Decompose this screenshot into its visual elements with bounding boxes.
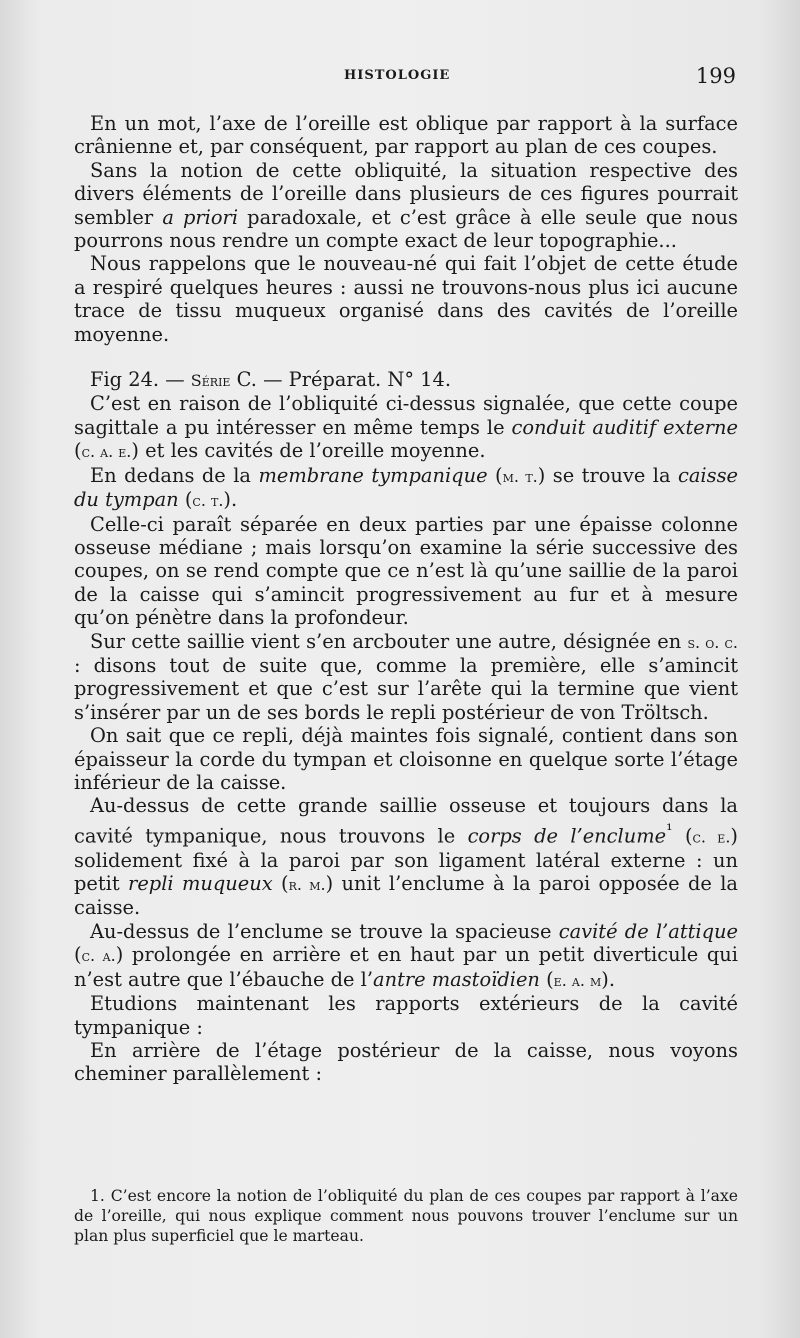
abbreviation: m. t. — [502, 466, 538, 486]
text-run: ). — [601, 967, 615, 991]
text-run: ( — [74, 943, 82, 967]
text-run: Au-dessus de l’enclume se trouve la spacieuse — [90, 919, 559, 943]
text-run: ) se trouve la — [537, 463, 679, 487]
text-run: Sans la notion de cette obliquité, la situation respective des divers éléments de l’oreille dans plusieurs de ces figures pourrait sembler — [74, 158, 738, 229]
footnote: 1. C’est encore la notion de l’obliquité du plan de ces coupes par rapport à l’axe de l’oreille, qui nous explique comment nous pouvons trouver l’enclume sur un plan plus superficiel que le marteau. — [74, 1187, 738, 1245]
italic-term: repli muqueux — [128, 872, 273, 896]
text-run: Au-dessus de cette grande saillie osseuse et toujours dans la cavité tympanique, nous trouvons le — [74, 794, 738, 848]
text-run: ) solidement fixé à la paroi par son ligament latéral externe : un petit — [74, 824, 738, 896]
text-run: C. — Préparat. N° 14. — [230, 368, 452, 392]
paragraph-10 — [74, 794, 738, 920]
text-run: En dedans de la — [90, 463, 259, 487]
text-run: Fig 24. — — [90, 368, 191, 392]
body-text — [74, 112, 738, 1086]
paragraph-6 — [74, 464, 738, 513]
italic-term: membrane tympanique — [258, 463, 488, 487]
paragraph-3: Nous rappelons que le nouveau-né qui fait l’objet de cette étude a respiré quelques heures : aussi ne trouvons-nous plus ici aucune trace de tissu muqueux organisé dans des cavités de l’oreille moyenne. — [74, 252, 738, 346]
text-run: : disons tout de suite que, comme la première, elle s’amincit progressivement et que c’est sur l’arête qui la termine que vient s’insérer par un de ses bords le repli postérieur de von Tröltsch. — [74, 653, 738, 724]
text-run: ( — [487, 463, 503, 487]
abbreviation: r. m. — [288, 875, 326, 895]
abbreviation: c. t. — [192, 491, 224, 511]
text-run: ( — [74, 439, 82, 463]
abbreviation: c. e. — [692, 827, 731, 847]
text-run: ) et les cavités de l’oreille moyenne. — [131, 439, 486, 463]
italic-term: antre mastoïdien — [373, 967, 540, 991]
paragraph-8 — [74, 630, 738, 725]
text-run: ). — [223, 488, 238, 512]
text-run: paradoxale, et c’est grâce à elle seule que nous pourrons nous rendre un compte exact de leur topographie... — [74, 205, 738, 253]
running-head: HISTOLOGIE — [344, 68, 451, 83]
text-run: ) prolongée en arrière et en haut par un petit diverticule qui n’est autre que l’ébauche de l’ — [74, 943, 738, 991]
paragraph-9: On sait que ce repli, déjà maintes fois signalé, contient dans son épaisseur la corde du tympan et cloisonne en quelque sorte l’étage inférieur de la caisse. — [74, 724, 738, 794]
text-run: ( — [178, 488, 193, 512]
abbreviation: c. a. e. — [81, 442, 132, 462]
paragraph-1: En un mot, l’axe de l’oreille est oblique par rapport à la surface crânienne et, par conséquent, par rapport au plan de ces coupes. — [74, 112, 738, 159]
text-run: ( — [539, 967, 554, 991]
paragraph-2 — [74, 159, 738, 253]
italic-term: a priori — [162, 205, 239, 229]
italic-term: corps de l’enclume — [467, 824, 667, 848]
small-caps-term: Série — [190, 371, 231, 391]
italic-term: caisse du tympan — [74, 463, 739, 512]
abbreviation: s. o. c. — [687, 632, 738, 652]
text-run: ) unit l’enclume à la paroi opposée de la caisse. — [74, 872, 738, 920]
italic-term: cavité de l’attique — [558, 919, 738, 943]
abbreviation: e. a. m — [553, 970, 602, 990]
text-run: Sur cette saillie vient s’en arcbouter une autre, désignée en — [90, 629, 688, 653]
paragraph-5 — [74, 392, 738, 463]
paragraph-12: Etudions maintenant les rapports extérieurs de la cavité tympanique : — [74, 992, 738, 1039]
page-number: 199 — [695, 64, 736, 88]
figure-caption-heading — [74, 368, 738, 392]
paragraph-7: Celle-ci paraît séparée en deux parties par une épaisse colonne osseuse médiane ; mais lorsqu’on examine la série successive des coupes, on se rend compte que ce n’est là qu’une saillie de la paroi de la caisse qui s’amincit progressivement au fur et à mesure qu’on pénètre dans la profondeur. — [74, 512, 738, 630]
paragraph-11 — [74, 920, 738, 992]
italic-term: conduit auditif externe — [511, 415, 738, 439]
footnote-marker: ¹ — [666, 819, 673, 839]
abbreviation: c. a. — [81, 946, 116, 966]
text-run: C’est en raison de l’obliquité ci-dessus signalée, que cette coupe sagittale a pu intéresser en même temps le — [74, 392, 738, 439]
text-run: ( — [272, 872, 289, 896]
text-run: ( — [672, 824, 693, 848]
page-header — [74, 64, 740, 92]
paragraph-13: En arrière de l’étage postérieur de la caisse, nous voyons cheminer parallèlement : — [74, 1038, 738, 1086]
